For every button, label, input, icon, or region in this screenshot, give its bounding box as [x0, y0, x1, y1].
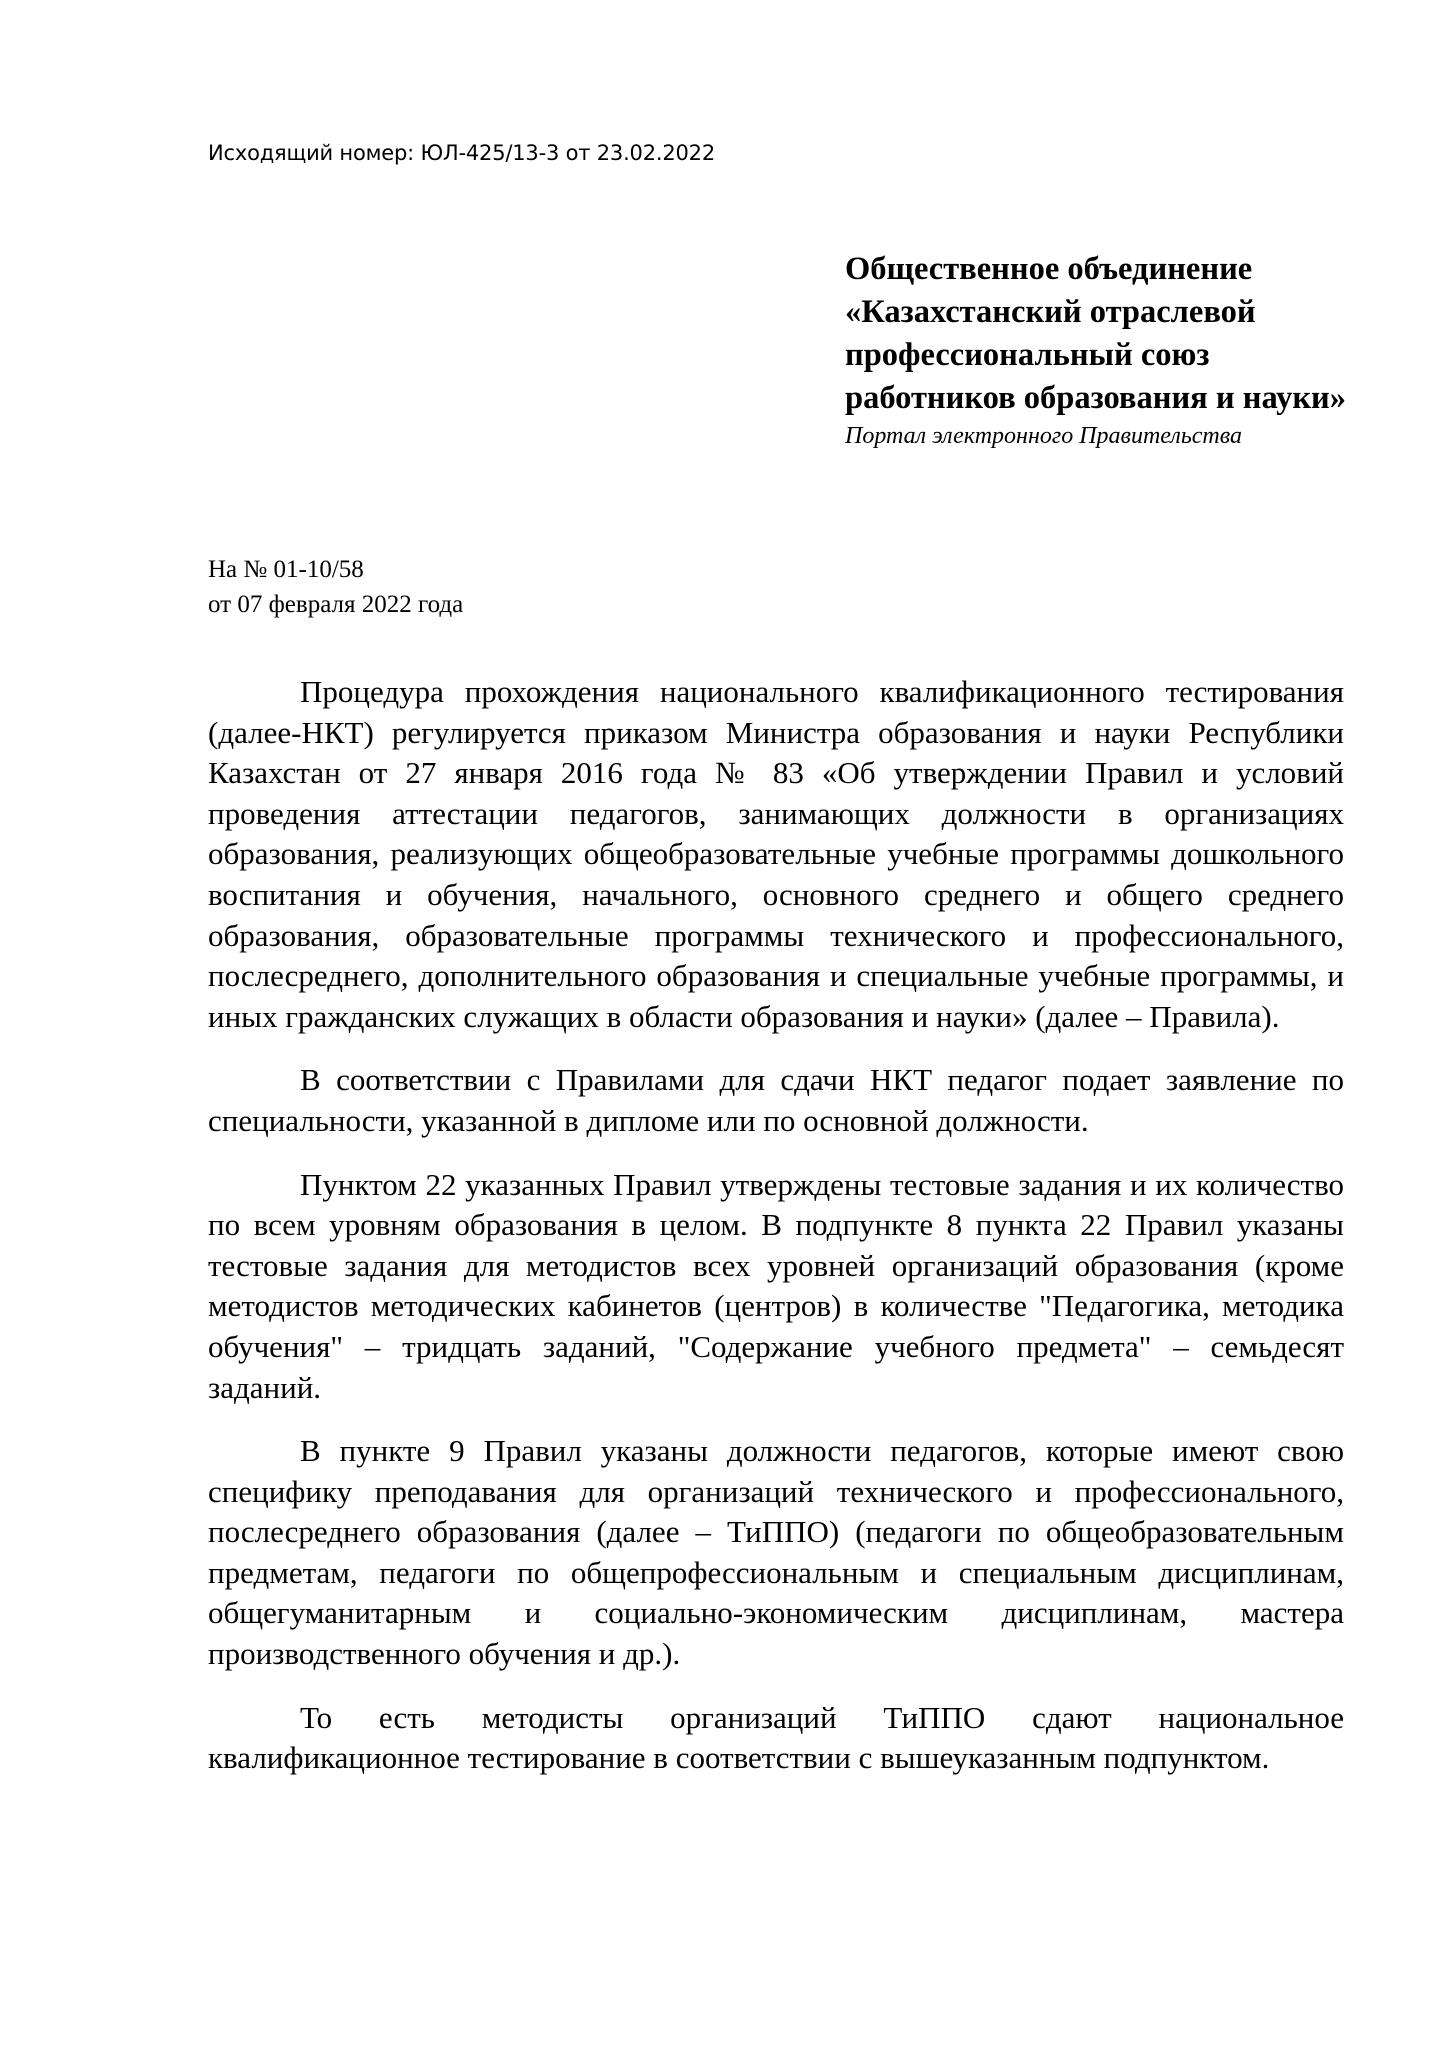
body-paragraph: В соответствии с Правилами для сдачи НКТ педагог подает заявление по специальности, указанной в дипломе или по основной должности. — [208, 1062, 1344, 1138]
letter-body — [208, 672, 1344, 1802]
reference-number: На № 01-10/58 — [208, 556, 364, 583]
addressee-delivery-channel: Портал электронного Правительства — [845, 423, 1242, 449]
reference-date: от 07 февраля 2022 года — [208, 591, 464, 618]
reference-block — [208, 552, 463, 622]
outgoing-number: Исходящий номер: ЮЛ-425/13-3 от 23.02.2022 — [208, 141, 715, 165]
addressee-block — [845, 248, 1365, 452]
body-paragraph: Пунктом 22 указанных Правил утверждены тестовые задания и их количество по всем уровням образования в целом. В подпункте 8 пункта 22 Правил указаны тестовые задания для методистов всех уровней организаций образования (кроме методистов методических кабинетов (центров) в количестве "Педагогика, методика обучения" – тридцать заданий, "Содержание учебного предмета" – семьдесят заданий. — [208, 1166, 1344, 1405]
body-paragraph: То есть методисты организаций ТиППО сдают национальное квалификационное тестирование в соответствии с вышеуказанным подпунктом. — [208, 1699, 1344, 1776]
body-paragraph: Процедура прохождения национального квалификационного тестирования (далее-НКТ) регулируется приказом Министра образования и науки Республики Казахстан от 27 января 2016 года № 83 «Об утверждении Правил и условий проведения аттестации педагогов, занимающих должности в организациях образования, реализующих общеобразовательные учебные программы дошкольного воспитания и обучения, начального, основного среднего и общего среднего образования, образовательные программы технического и профессионального, послесреднего, дополнительного образования и специальные учебные программы, и иных гражданских служащих в области образования и науки» (далее – Правила). — [208, 674, 1344, 1034]
addressee-name: Общественное объединение «Казахстанский отраслевой профессиональный союз работников образования и науки» — [845, 251, 1347, 416]
body-paragraph: В пункте 9 Правил указаны должности педагогов, которые имеют свою специфику преподавания для организаций технического и профессионального, послесреднего образования (далее – ТиППО) (педагоги по общеобразовательным предметам, педагоги по общепрофессиональным и специальным дисциплинам, общегуманитарным и социально-экономическим дисциплинам, мастера производственного обучения и др.). — [208, 1433, 1344, 1672]
